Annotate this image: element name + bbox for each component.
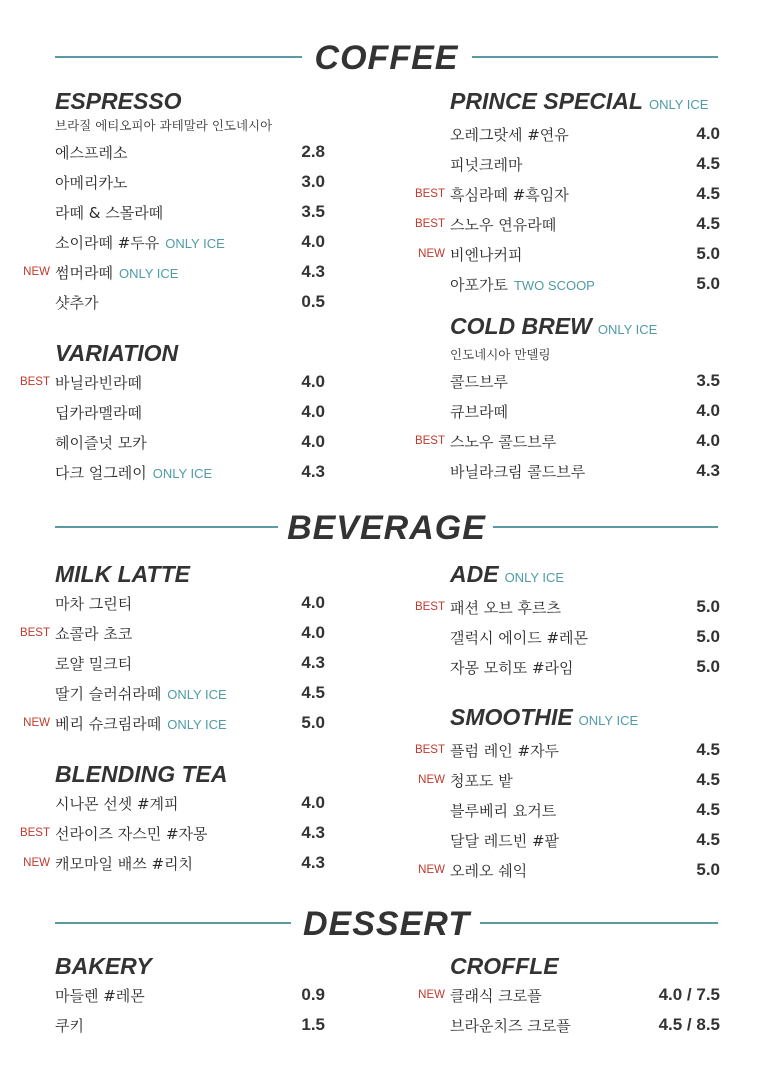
item-price: 4.0 [696,124,720,143]
menu-item [55,228,325,258]
item-name-text: 달달 레드빈 #팥 [450,832,560,850]
item-name [450,830,559,851]
item-list [414,593,720,683]
item-name-text: 오레오 쉐익 [450,862,528,880]
item-name [55,262,178,283]
item-name [55,653,132,674]
group-smoothie [414,702,720,886]
item-name-text: 스노우 콜드브루 [450,433,557,451]
group-title: CROFFLE [450,953,559,979]
item-name [450,401,508,422]
item-price: 4.5 / 8.5 [658,1015,720,1034]
group-title: ADE ONLY ICE [450,561,565,587]
group-title: BLENDING TEA [55,761,228,787]
item-name [450,124,569,145]
item-price: 4.5 [696,800,720,819]
item-name [55,142,127,163]
only-ice-note: ONLY ICE [504,570,565,585]
menu-item [414,736,720,766]
menu-item [55,981,325,1011]
item-name [450,431,556,452]
item-note: TWO SCOOP [513,278,595,293]
item-name-text: 아포가토 [450,276,508,294]
item-name-text: 바닐라크림 콜드브루 [450,463,586,481]
item-name-text: 마들렌 #레몬 [55,987,145,1005]
section-title: BEVERAGE [287,509,486,547]
item-name-text: 시나몬 선셋 #계피 [55,795,179,813]
item-badge: NEW [23,266,50,278]
menu-item [414,180,720,210]
only-ice-note: ONLY ICE [597,322,658,337]
item-name [450,860,527,881]
item-name-text: 캐모마일 배쓰 #리치 [55,855,194,873]
menu-item [55,789,325,819]
menu-item [19,819,325,849]
group-title: COLD BREW ONLY ICE [450,313,658,339]
item-price: 5.0 [696,657,720,676]
item-name-text: 에스프레소 [55,144,128,162]
only-ice-note: ONLY ICE [578,713,639,728]
item-name [55,1015,84,1036]
menu-item [414,593,720,623]
item-price: 4.0 [301,793,325,812]
item-price: 4.0 [301,432,325,451]
item-note: ONLY ICE [167,687,227,702]
item-price: 4.5 [696,214,720,233]
menu-item [23,849,325,879]
menu-item [55,168,325,198]
group-title: MILK LATTE [55,561,190,587]
item-name-text: 흑심라떼 #흑임자 [450,186,569,204]
menu-item [414,210,720,240]
item-name-text: 클래식 크로플 [450,987,542,1005]
menu-item [55,288,325,318]
item-badge: NEW [418,248,445,260]
item-name [450,740,559,761]
item-price: 4.3 [301,462,325,481]
item-name [450,244,522,265]
item-badge: NEW [23,857,50,869]
item-name [450,1015,571,1036]
item-price: 4.5 [696,184,720,203]
item-badge: NEW [418,774,445,786]
item-list [19,368,325,488]
item-name [55,432,147,453]
item-list [19,789,325,879]
item-name [450,371,508,392]
section-title: COFFEE [314,39,459,77]
menu-item [418,856,720,886]
item-name [55,202,163,223]
item-price: 4.5 [696,830,720,849]
item-badge: NEW [418,864,445,876]
item-price: 4.5 [696,154,720,173]
item-price: 3.5 [696,371,720,390]
item-note: ONLY ICE [165,236,225,251]
item-name-text: 스노우 연유라떼 [450,216,557,234]
item-name-text: 오레그랏세 #연유 [450,126,569,144]
item-note: ONLY ICE [152,466,213,481]
item-badge: BEST [414,188,445,200]
item-name-text: 딸기 슬러쉬라떼 [55,685,162,703]
item-name [450,800,556,821]
group-bakery [55,951,325,1041]
item-badge: BEST [19,627,50,639]
item-name [55,683,227,704]
group-title: PRINCE SPECIAL ONLY ICE [450,88,709,114]
menu-item [414,427,720,457]
item-name [55,372,142,393]
item-badge: NEW [23,717,50,729]
item-name-text: 선라이즈 자스민 #자몽 [55,825,208,843]
item-name [55,853,193,874]
item-name [450,274,595,295]
menu-item [55,198,325,228]
item-name-text: 바닐라빈라떼 [55,374,142,392]
item-name-text: 패션 오브 후르츠 [450,599,561,617]
item-name-text: 마차 그린티 [55,595,133,613]
menu-item [55,1011,325,1041]
section-dessert [0,904,773,944]
item-name [450,985,542,1006]
item-badge: BEST [414,744,445,756]
item-price: 4.5 [301,683,325,702]
group-cold-brew [414,311,720,487]
item-name [55,462,212,483]
menu-item [418,766,720,796]
menu-item [418,981,720,1011]
only-ice-note: ONLY ICE [648,97,709,112]
menu-item [450,150,720,180]
item-name [55,793,179,814]
menu-item [55,458,325,488]
item-list [414,736,720,886]
item-price: 5.0 [301,713,325,732]
item-price: 4.3 [696,461,720,480]
item-price: 5.0 [696,860,720,879]
menu-item [55,589,325,619]
menu-item [450,367,720,397]
item-name-text: 쇼콜라 초코 [55,625,133,643]
item-price: 4.5 [696,770,720,789]
group-milk-latte [19,559,325,739]
group-ade [414,559,720,683]
item-list [418,981,720,1041]
item-badge: BEST [19,376,50,388]
group-title: ESPRESSO [55,88,182,114]
group-title: BAKERY [55,953,152,979]
item-name-text: 갤럭시 에이드 #레몬 [450,629,589,647]
group-variation [19,338,325,488]
item-name [55,172,127,193]
item-name-text: 플럼 레인 #자두 [450,742,560,760]
item-name [55,823,208,844]
item-price: 5.0 [696,627,720,646]
menu-item [55,398,325,428]
item-badge: NEW [418,989,445,1001]
item-name [55,593,132,614]
item-price: 0.5 [301,292,325,311]
item-name [450,657,574,678]
item-name-text: 썸머라떼 [55,264,113,282]
item-badge: BEST [414,601,445,613]
item-price: 4.3 [301,262,325,281]
item-name [55,985,145,1006]
menu-item [19,368,325,398]
section-beverage [0,508,773,548]
item-name [450,770,513,791]
item-list [414,120,720,300]
section-coffee [0,38,773,78]
origin-text: 인도네시아 만델링 [450,347,551,362]
item-name [450,461,585,482]
item-name [55,232,225,253]
group-blending-tea [19,759,325,879]
item-name-text: 라떼 & 스몰라떼 [55,204,164,222]
item-name-text: 다크 얼그레이 [55,464,147,482]
group-prince-special [414,86,720,300]
menu-item [23,258,325,288]
menu-item [450,397,720,427]
item-price: 4.0 [696,431,720,450]
origin-text: 브라질 에티오피아 과테말라 인도네시아 [55,118,273,133]
menu-item [450,826,720,856]
item-name-text: 헤이즐넛 모카 [55,434,147,452]
menu-item [450,457,720,487]
item-name [450,184,569,205]
item-name-text: 블루베리 요거트 [450,802,557,820]
item-name-text: 베리 슈크림라떼 [55,715,162,733]
group-title: SMOOTHIE ONLY ICE [450,704,639,730]
menu-item [450,120,720,150]
item-badge: BEST [414,218,445,230]
group-title: VARIATION [55,340,179,366]
item-name [450,154,522,175]
item-price: 4.0 [301,402,325,421]
menu-item [19,619,325,649]
item-price: 4.5 [696,740,720,759]
item-price: 5.0 [696,244,720,263]
item-name-text: 비엔나커피 [450,246,523,264]
item-name-text: 피넛크레마 [450,156,523,174]
item-price: 4.0 [696,401,720,420]
item-note: ONLY ICE [167,717,227,732]
menu-item [450,623,720,653]
group-croffle [418,951,720,1041]
item-list [55,981,325,1041]
item-price: 4.3 [301,853,325,872]
section-title: DESSERT [303,905,470,943]
item-name-text: 소이라떼 #두유 [55,234,160,252]
item-note: ONLY ICE [118,266,179,281]
item-name-text: 로얄 밀크티 [55,655,133,673]
item-price: 2.8 [301,142,325,161]
item-name-text: 큐브라떼 [450,403,508,421]
item-name [450,214,556,235]
item-price: 4.0 [301,372,325,391]
menu-item [55,428,325,458]
item-price: 3.0 [301,172,325,191]
item-list [19,589,325,739]
item-name-text: 브라운치즈 크로플 [450,1017,571,1035]
item-list [23,138,325,318]
item-name-text: 쿠키 [55,1017,84,1035]
item-name [55,623,132,644]
item-name [450,597,561,618]
menu-item [55,649,325,679]
item-name-text: 청포도 밭 [450,772,513,790]
item-price: 4.3 [301,823,325,842]
item-badge: BEST [19,827,50,839]
item-name [55,292,98,313]
item-name [450,627,588,648]
item-name-text: 아메리카노 [55,174,128,192]
item-name [55,402,142,423]
item-price: 4.3 [301,653,325,672]
item-list [414,367,720,487]
item-price: 4.0 [301,593,325,612]
item-name [55,713,227,734]
item-price: 4.0 [301,232,325,251]
item-name-text: 콜드브루 [450,373,508,391]
item-name-text: 딥카라멜라떼 [55,404,142,422]
menu-item [55,138,325,168]
group-espresso [23,86,325,318]
menu-item [418,240,720,270]
menu-item [23,709,325,739]
item-price: 5.0 [696,597,720,616]
item-price: 5.0 [696,274,720,293]
item-name-text: 자몽 모히또 #라임 [450,659,574,677]
item-price: 3.5 [301,202,325,221]
item-price: 1.5 [301,1015,325,1034]
menu-item [450,653,720,683]
item-name-text: 샷추가 [55,294,99,312]
item-price: 0.9 [301,985,325,1004]
menu-item [450,796,720,826]
menu-item [450,1011,720,1041]
menu-item [450,270,720,300]
menu-item [55,679,325,709]
item-badge: BEST [414,435,445,447]
item-price: 4.0 / 7.5 [658,985,720,1004]
item-price: 4.0 [301,623,325,642]
